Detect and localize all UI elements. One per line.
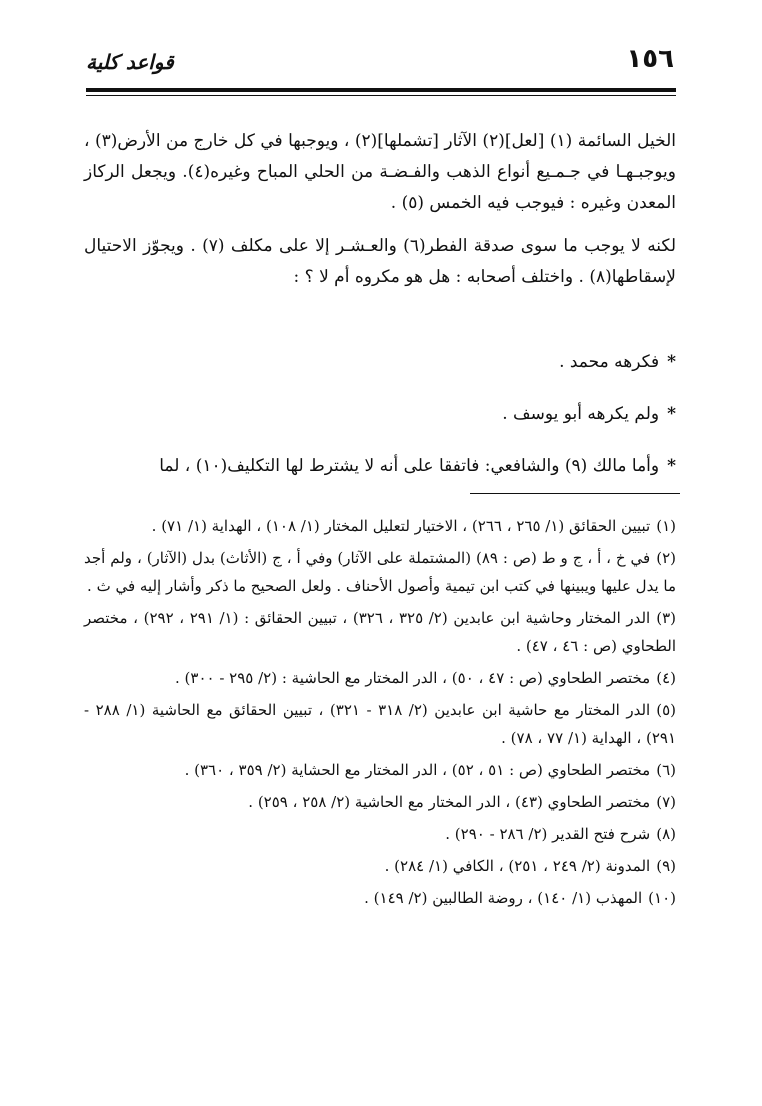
- footnote-number: (٢): [656, 549, 676, 567]
- footnote: [84, 820, 676, 848]
- footnote-text: في خ ، أ ، ج و ط (ص : ٨٩) (المشتملة على الآثار) وفي أ ، ج (الأثاث) بدل (الآثار) ، ولم أجد ما يدل عليها ويبينها في كتب ابن تيمية وأصول الأحناف . ولعل الصحيح ما ذكر وأشار إليه في ث .: [84, 549, 676, 595]
- paragraph: لكنه لا يوجب ما سوى صدقة الفطر(٦) والعـشـر إلا على مكلف (٧) . ويجوّز الاحتيال لإسقاطها(٨) . واختلف أصحابه : هل هو مكروه أم لا ؟ :: [84, 236, 677, 287]
- footnote-number: (٦): [656, 761, 676, 779]
- footnote-text: شرح فتح القدير (٢/ ٢٨٦ - ٢٩٠) .: [445, 825, 651, 843]
- footnote: [84, 756, 676, 784]
- footnote: [84, 512, 676, 540]
- footnote: [84, 884, 676, 912]
- footnote-number: (١): [656, 517, 676, 535]
- list-item-text: فكرهه محمد .: [559, 352, 660, 372]
- bullet-star-icon: *: [667, 404, 676, 424]
- footnote: [84, 852, 676, 880]
- footnote: [84, 788, 676, 816]
- footnotes: [84, 512, 676, 916]
- footnote-number: (٧): [656, 793, 676, 811]
- footnote-text: تبيين الحقائق (١/ ٢٦٥ ، ٢٦٦) ، الاختيار لتعليل المختار (١/ ١٠٨) ، الهداية (١/ ٧١) .: [151, 517, 651, 535]
- bullet-star-icon: *: [667, 456, 676, 476]
- bullet-list: [84, 342, 676, 498]
- running-title: قواعد كلية: [86, 50, 174, 74]
- footnote-text: مختصر الطحاوي (ص : ٥١ ، ٥٢) ، الدر المختار مع الحشاية (٢/ ٣٥٩ ، ٣٦٠) .: [184, 761, 651, 779]
- header-rule-thick: [86, 88, 676, 92]
- footnote-number: (٣): [656, 609, 676, 627]
- footnote: [84, 696, 676, 752]
- bullet-star-icon: *: [667, 352, 676, 372]
- footnote-separator: [470, 493, 680, 494]
- footnote-text: الدر المختار وحاشية ابن عابدين (٢/ ٣٢٥ ، ٣٢٦) ، تبيين الحقائق : (١/ ٢٩١ ، ٢٩٢) ، مختصر الطحاوي (ص : ٤٦ ، ٤٧) .: [84, 609, 676, 655]
- footnote-text: مختصر الطحاوي (٤٣) ، الدر المختار مع الحاشية (٢/ ٢٥٨ ، ٢٥٩) .: [248, 793, 651, 811]
- list-item: [84, 446, 676, 498]
- page-header: [86, 44, 676, 90]
- footnote-text: المدونة (٢/ ٢٤٩ ، ٢٥١) ، الكافي (١/ ٢٨٤) .: [384, 857, 651, 875]
- list-item: [84, 394, 676, 446]
- paragraph: الخيل السائمة (١) [لعل](٢) الآثار [تشملها](٢) ، ويوجبها في كل خارج من الأرض(٣) ، ويوجبـهـا في جـمـيع أنواع الذهب والفـضـة من الحلي المباح وغيره(٤). ويجعل الركاز المعدن وغيره : فيوجب فيه الخمس (٥) .: [84, 131, 676, 213]
- page-number: ١٥٦: [626, 44, 674, 74]
- footnote-number: (٨): [656, 825, 676, 843]
- footnote: [84, 604, 676, 660]
- footnote-text: مختصر الطحاوي (ص : ٤٧ ، ٥٠) ، الدر المختار مع الحاشية : (٢/ ٢٩٥ - ٣٠٠) .: [175, 669, 651, 687]
- list-item-text: وأما مالك (٩) والشافعي: فاتفقا على أنه لا يشترط لها التكليف(١٠) ، لما: [159, 456, 660, 476]
- main-text: [84, 126, 676, 293]
- footnote-text: المهذب (١/ ١٤٠) ، روضة الطالبين (٢/ ١٤٩) .: [364, 889, 643, 907]
- list-item-text: ولم يكرهه أبو يوسف .: [502, 404, 660, 424]
- footnote-number: (٤): [656, 669, 676, 687]
- footnote: [84, 664, 676, 692]
- footnote-text: الدر المختار مع حاشية ابن عابدين (٢/ ٣١٨ - ٣٢١) ، تبيين الحقائق مع الحاشية (١/ ٢٨٨ - ٢٩١) ، الهداية (١/ ٧٧ ، ٧٨) .: [84, 701, 676, 747]
- footnote-number: (١٠): [648, 889, 676, 907]
- footnote-number: (٥): [656, 701, 676, 719]
- footnote: [84, 544, 676, 600]
- footnote-number: (٩): [656, 857, 676, 875]
- list-item: [84, 342, 676, 394]
- header-rule-thin: [86, 95, 676, 96]
